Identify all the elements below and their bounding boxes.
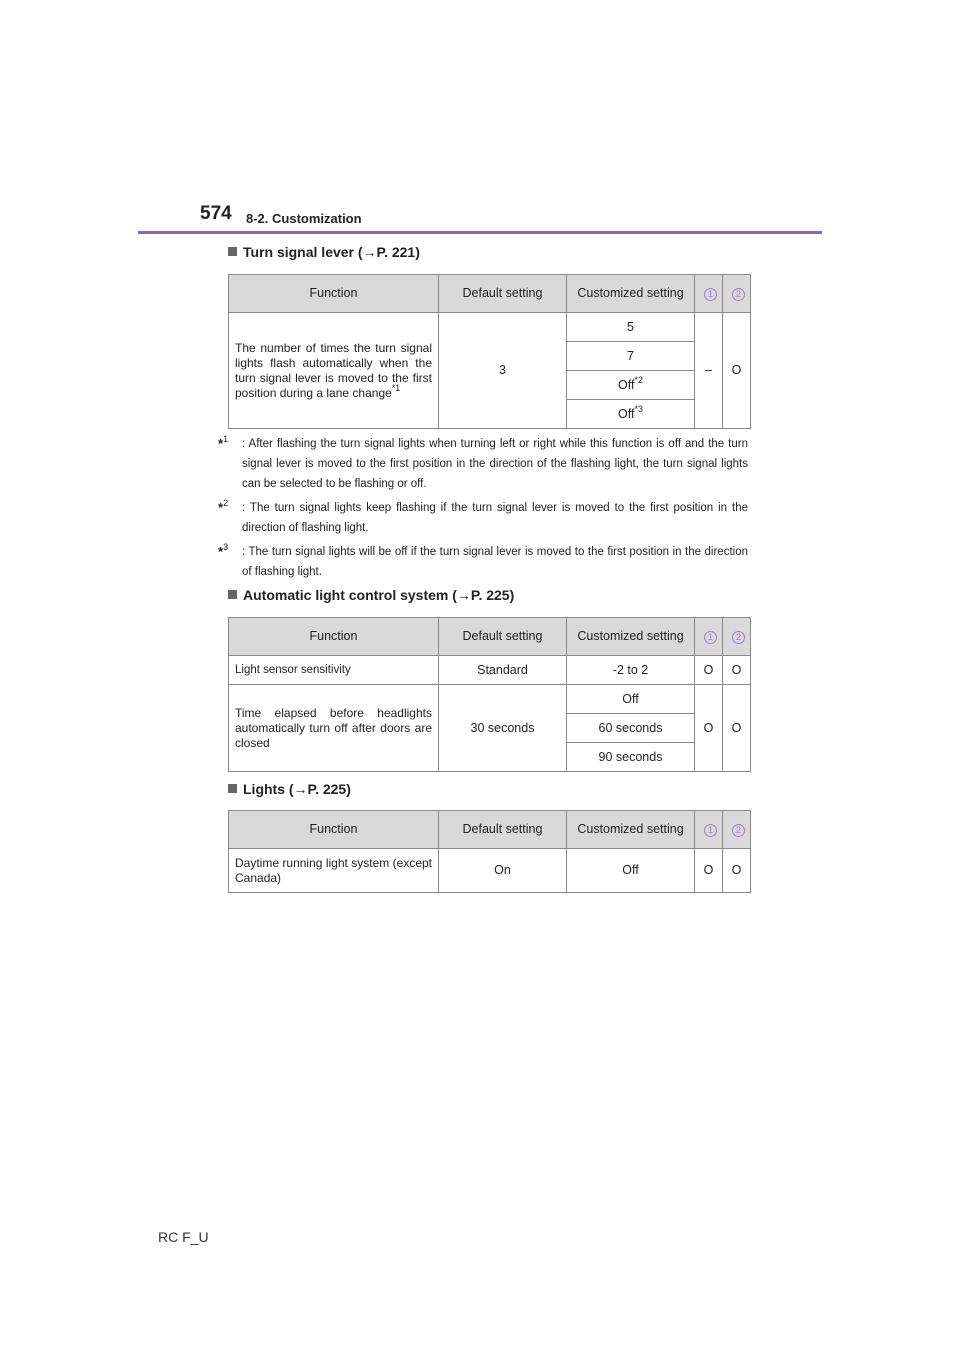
section-title: 8-2. Customization <box>246 211 362 226</box>
footnote-mark: *$^3$ <box>218 542 229 559</box>
col2-cell: O <box>723 685 751 772</box>
circled-two-icon: 2 <box>732 631 745 644</box>
footnote <box>218 434 748 494</box>
col-2 <box>723 618 751 656</box>
col-default: Default setting <box>439 618 567 656</box>
col-customized: Customized setting <box>567 275 695 313</box>
col-1 <box>695 275 723 313</box>
function-cell <box>229 313 439 429</box>
col2-cell: O <box>723 849 751 893</box>
footnote-text: : After flashing the turn signal lights when turning left or right while this function is off and the turn signal lever is moved to the first position in the direction of the flashing light, the turn signal lights can be selected to be flashing or off. <box>242 438 748 490</box>
square-bullet-icon <box>228 247 237 256</box>
default-cell: On <box>439 849 567 893</box>
heading-lights <box>228 781 351 797</box>
heading-auto-light <box>228 587 514 603</box>
table-row <box>229 685 751 714</box>
option-cell: 90 seconds <box>567 743 695 772</box>
default-cell: 30 seconds <box>439 685 567 772</box>
circled-one-icon: 1 <box>704 824 717 837</box>
square-bullet-icon <box>228 784 237 793</box>
circled-two-icon: 2 <box>732 288 745 301</box>
heading-lights-text: Lights (→P. 225) <box>243 781 351 797</box>
footnote-ref: *2 <box>634 374 643 385</box>
table-header-row <box>229 618 751 656</box>
col-1 <box>695 811 723 849</box>
page-footer: RC F_U <box>158 1229 209 1245</box>
footnote-ref: *1 <box>391 382 401 393</box>
circled-one-icon: 1 <box>704 631 717 644</box>
function-text: The number of times the turn signal lights flash automatically when the turn signal lever is moved to the first position during a lane change <box>235 340 432 400</box>
col-2 <box>723 275 751 313</box>
option-cell: 7 <box>567 342 695 371</box>
option-text: Off <box>618 406 635 421</box>
footnotes <box>218 434 748 586</box>
footnote-text: : The turn signal lights will be off if the turn signal lever is moved to the first position in the direction of flashing light. <box>242 546 748 578</box>
function-cell: Light sensor sensitivity <box>229 656 439 685</box>
turn-signal-table <box>228 274 751 429</box>
col-function: Function <box>229 618 439 656</box>
option-cell: Off <box>567 849 695 893</box>
table-header-row <box>229 275 751 313</box>
col1-cell: O <box>695 656 723 685</box>
footnote-mark: *$^1$ <box>218 434 229 451</box>
page-number: 574 <box>200 203 232 224</box>
col-customized: Customized setting <box>567 811 695 849</box>
auto-light-table <box>228 617 751 772</box>
circled-one-icon: 1 <box>704 288 717 301</box>
footnote <box>218 542 748 582</box>
function-cell: Time elapsed before headlights automatically turn off after doors are closed <box>229 685 439 772</box>
square-bullet-icon <box>228 590 237 599</box>
table-row <box>229 849 751 893</box>
col-default: Default setting <box>439 275 567 313</box>
table-row <box>229 656 751 685</box>
heading-turn-signal-text: Turn signal lever (→P. 221) <box>243 244 420 260</box>
footnote-text: : The turn signal lights keep flashing if the turn signal lever is moved to the first position in the direction of flashing light. <box>242 502 748 534</box>
function-cell: Daytime running light system (except Canada) <box>229 849 439 893</box>
option-text: Off <box>618 377 635 392</box>
header-rule <box>138 231 822 234</box>
col1-cell: O <box>695 685 723 772</box>
default-cell: Standard <box>439 656 567 685</box>
circled-two-icon: 2 <box>732 824 745 837</box>
col1-cell: O <box>695 849 723 893</box>
option-cell: 5 <box>567 313 695 342</box>
col2-cell: O <box>723 313 751 429</box>
option-cell: -2 to 2 <box>567 656 695 685</box>
option-cell <box>567 371 695 400</box>
col2-cell: O <box>723 656 751 685</box>
heading-auto-light-text: Automatic light control system (→P. 225) <box>243 587 515 603</box>
default-cell: 3 <box>439 313 567 429</box>
option-cell <box>567 400 695 429</box>
page-header <box>200 203 362 226</box>
lights-table <box>228 810 751 893</box>
option-cell: 60 seconds <box>567 714 695 743</box>
col-function: Function <box>229 275 439 313</box>
col-default: Default setting <box>439 811 567 849</box>
col-customized: Customized setting <box>567 618 695 656</box>
table-row <box>229 313 751 342</box>
col-2 <box>723 811 751 849</box>
option-cell: Off <box>567 685 695 714</box>
heading-turn-signal <box>228 244 420 260</box>
table-header-row <box>229 811 751 849</box>
footnote <box>218 498 748 538</box>
col-1 <box>695 618 723 656</box>
col-function: Function <box>229 811 439 849</box>
footnote-mark: *$^2$ <box>218 498 229 515</box>
footnote-ref: *3 <box>634 403 643 414</box>
col1-cell: – <box>695 313 723 429</box>
